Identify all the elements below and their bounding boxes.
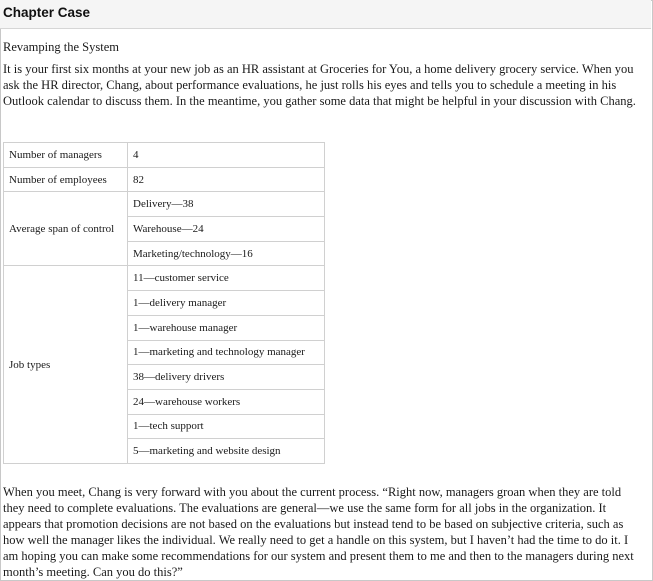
job-type-value: 5—marketing and website design xyxy=(128,439,325,464)
chapter-case-title: Chapter Case xyxy=(3,5,91,20)
employees-value: 82 xyxy=(128,167,325,192)
job-type-value: 1—warehouse manager xyxy=(128,315,325,340)
chapter-header xyxy=(0,0,651,29)
job-type-value: 1—marketing and technology manager xyxy=(128,340,325,365)
span-value: Warehouse—24 xyxy=(128,217,325,242)
job-type-value: 11—customer service xyxy=(128,266,325,291)
job-type-value: 38—delivery drivers xyxy=(128,365,325,390)
table-row xyxy=(4,192,325,217)
span-value: Delivery—38 xyxy=(128,192,325,217)
table-row xyxy=(4,266,325,291)
table-row xyxy=(4,143,325,168)
job-type-value: 1—delivery manager xyxy=(128,291,325,316)
managers-value: 4 xyxy=(128,143,325,168)
span-of-control-label: Average span of control xyxy=(4,192,128,266)
job-types-label: Job types xyxy=(4,266,128,464)
job-type-value: 1—tech support xyxy=(128,414,325,439)
closing-paragraph: When you meet, Chang is very forward with you about the current process. “Right now, managers groan when they are told they need to complete evaluations. The evaluations are general—we use the same form for all jobs in the organization. It appears that promotion decisions are not based on the evaluations but instead tend to be based on subjective criteria, such as how well the manager likes the individual. We really need to get a handle on this system, but I haven’t had the time to do it. I am hoping you can make some recommendations for our system and present them to me and then to the managers during next month’s meeting. Can you do this?” xyxy=(3,485,634,579)
section-title: Revamping the System xyxy=(3,40,119,54)
table-row xyxy=(4,167,325,192)
managers-label: Number of managers xyxy=(4,143,128,168)
span-value: Marketing/technology—16 xyxy=(128,241,325,266)
intro-paragraph: It is your first six months at your new job as an HR assistant at Groceries for You, a home delivery grocery service. When you ask the HR director, Chang, about performance evaluations, he just rolls his eyes and tells you to schedule a meeting in his Outlook calendar to discuss them. In the meantime, you gather some data that might be helpful in your discussion with Chang. xyxy=(3,62,636,108)
job-type-value: 24—warehouse workers xyxy=(128,389,325,414)
employees-label: Number of employees xyxy=(4,167,128,192)
company-data-table xyxy=(3,142,325,464)
